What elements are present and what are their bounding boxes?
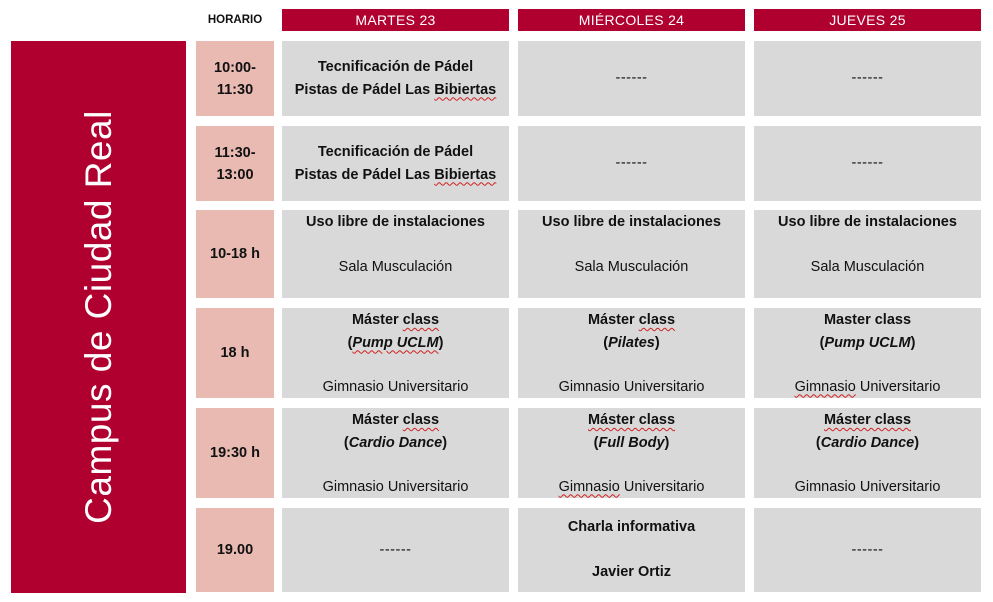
activity-name: (Full Body) xyxy=(593,434,670,451)
activity-title: Uso libre de instalaciones xyxy=(778,214,957,230)
activity-title: Master class xyxy=(823,312,912,328)
activity-name: (Pump UCLM) xyxy=(347,334,444,351)
venue: Gimnasio Universitario xyxy=(322,478,469,495)
schedule-cell-jueves xyxy=(754,126,981,201)
schedule-cell-jueves xyxy=(754,408,981,498)
schedule-cell-miercoles xyxy=(518,41,745,116)
venue: Pistas de Pádel Las Bibiertas xyxy=(294,81,497,98)
schedule-cell-martes xyxy=(282,508,509,592)
venue: Gimnasio Universitario xyxy=(558,478,705,495)
schedule-cell-miercoles xyxy=(518,508,745,592)
venue-name: Bibiertas xyxy=(434,166,497,183)
day-header-martes: MARTES 23 xyxy=(282,9,509,31)
schedule-cell-miercoles xyxy=(518,308,745,398)
day-header-jueves: JUEVES 25 xyxy=(754,9,981,31)
activity-name: (Cardio Dance) xyxy=(343,434,448,451)
schedule-cell-martes xyxy=(282,408,509,498)
activity-title: Máster class xyxy=(351,412,440,428)
campus-banner xyxy=(11,41,186,593)
campus-label: Campus de Ciudad Real xyxy=(77,110,119,524)
empty-slot: ------ xyxy=(615,155,648,172)
activity-name: (Pump UCLM) xyxy=(819,334,916,351)
venue: Pistas de Pádel Las Bibiertas xyxy=(294,166,497,183)
schedule-cell-jueves xyxy=(754,308,981,398)
schedule-cell-martes xyxy=(282,210,509,298)
venue-name: Bibiertas xyxy=(434,81,497,98)
activity-title: Charla informativa xyxy=(567,519,696,535)
schedule-cell-miercoles xyxy=(518,210,745,298)
day-header-miercoles: MIÉRCOLES 24 xyxy=(518,9,745,31)
time-slot: 19:30 h xyxy=(196,408,274,498)
activity-title: Uso libre de instalaciones xyxy=(542,214,721,230)
schedule-cell-jueves xyxy=(754,508,981,592)
activity-title: Tecnificación de Pádel xyxy=(317,144,474,160)
venue: Gimnasio Universitario xyxy=(794,478,941,495)
schedule-cell-martes xyxy=(282,308,509,398)
schedule-cell-jueves xyxy=(754,210,981,298)
venue: Sala Musculación xyxy=(338,258,453,275)
activity-title: Máster class xyxy=(587,312,676,328)
horario-header: HORARIO xyxy=(207,14,263,26)
empty-slot: ------ xyxy=(615,70,648,87)
time-slot: 10:00- 11:30 xyxy=(196,41,274,116)
activity-title: Uso libre de instalaciones xyxy=(306,214,485,230)
activity-title: Tecnificación de Pádel xyxy=(317,59,474,75)
activity-name: (Pilates) xyxy=(603,334,660,351)
time-slot: 11:30- 13:00 xyxy=(196,126,274,201)
time-slot: 18 h xyxy=(196,308,274,398)
schedule-cell-miercoles xyxy=(518,126,745,201)
activity-title: Máster class xyxy=(823,412,912,428)
venue: Sala Musculación xyxy=(574,258,689,275)
schedule-cell-miercoles xyxy=(518,408,745,498)
empty-slot: ------ xyxy=(851,155,884,172)
schedule-cell-martes xyxy=(282,41,509,116)
schedule-cell-martes xyxy=(282,126,509,201)
schedule-cell-jueves xyxy=(754,41,981,116)
venue: Gimnasio Universitario xyxy=(322,378,469,395)
empty-slot: ------ xyxy=(851,541,884,558)
activity-name: (Cardio Dance) xyxy=(815,434,920,451)
venue: Gimnasio Universitario xyxy=(794,378,941,395)
activity-title: Máster class xyxy=(587,412,676,428)
venue: Sala Musculación xyxy=(810,258,925,275)
empty-slot: ------ xyxy=(379,541,412,558)
venue: Gimnasio Universitario xyxy=(558,378,705,395)
activity-title: Máster class xyxy=(351,312,440,328)
empty-slot: ------ xyxy=(851,70,884,87)
time-slot: 10-18 h xyxy=(196,210,274,298)
time-slot: 19.00 xyxy=(196,508,274,592)
speaker: Javier Ortiz xyxy=(592,563,671,580)
